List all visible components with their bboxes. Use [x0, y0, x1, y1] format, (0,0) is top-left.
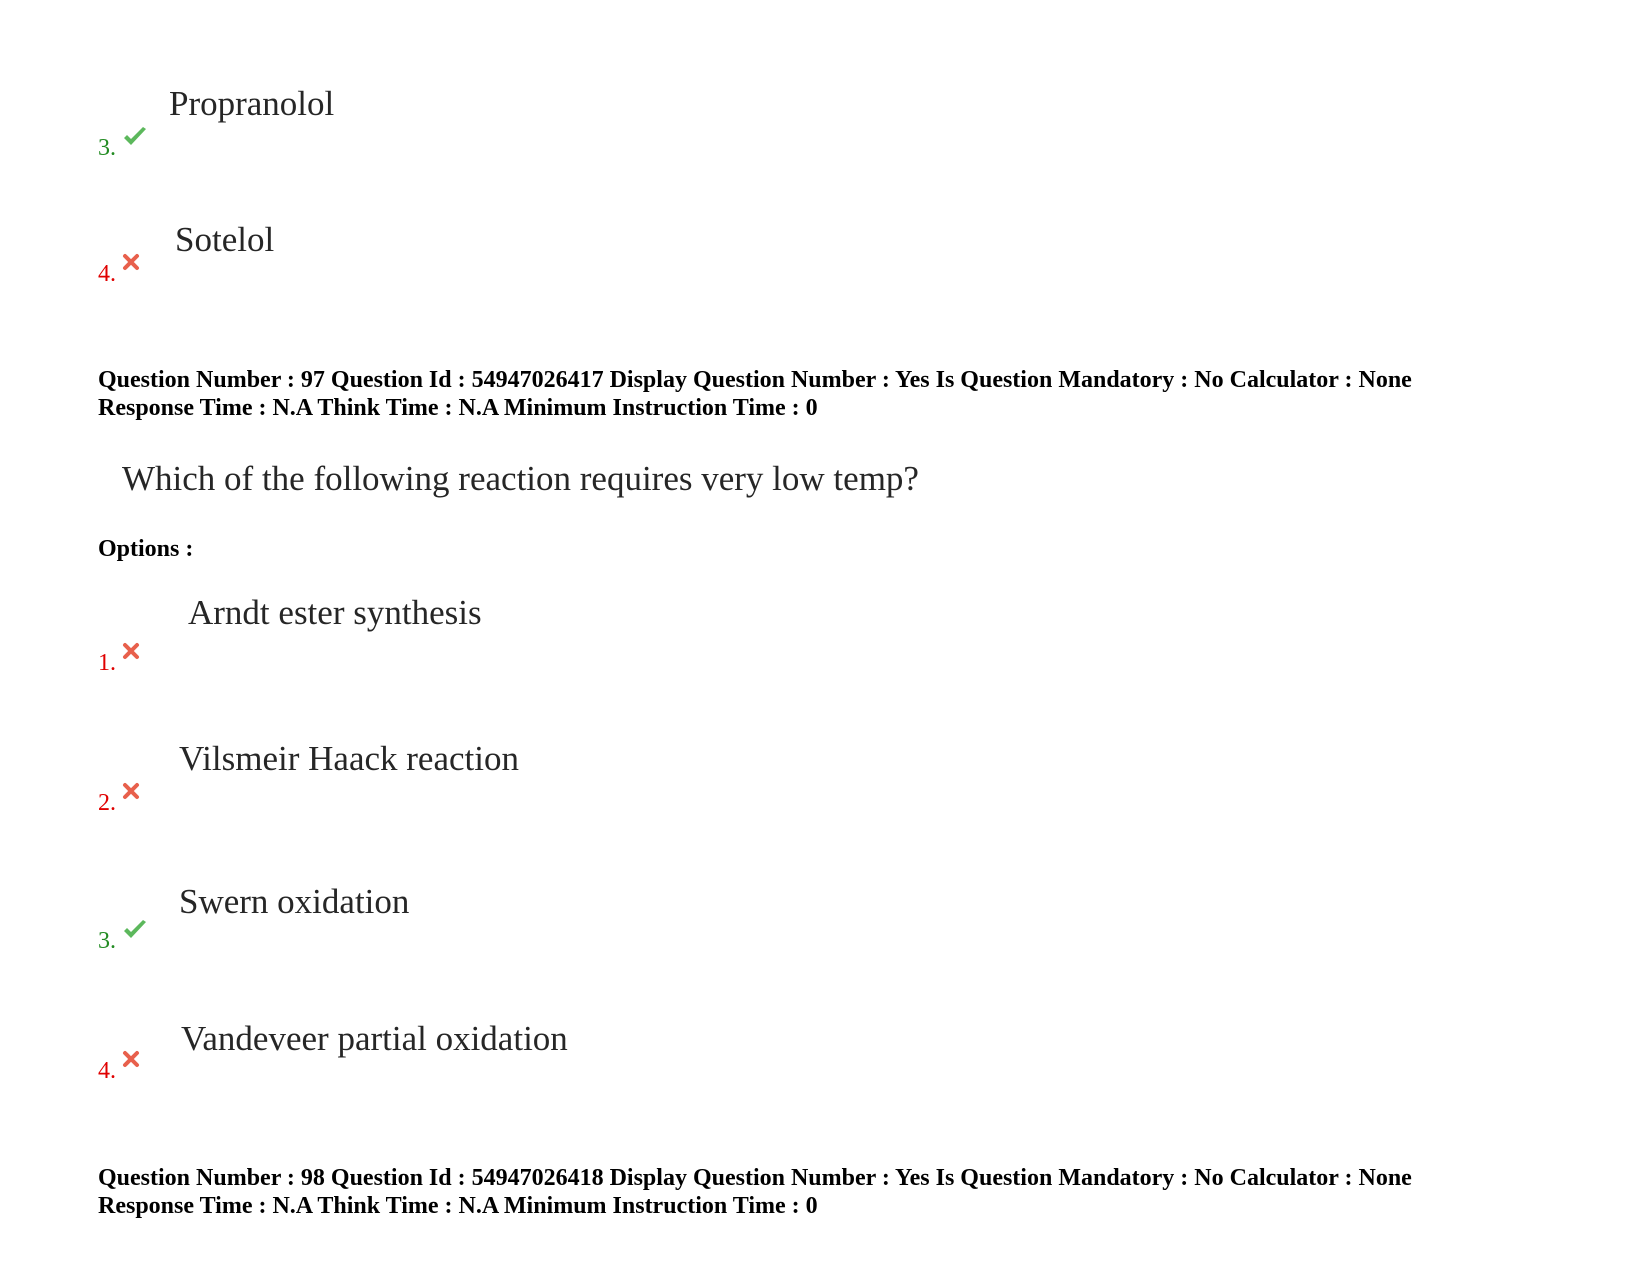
- option-marker: [98, 262, 140, 286]
- check-icon: [122, 126, 148, 153]
- option-text: Arndt ester synthesis: [188, 593, 482, 632]
- question-text: Which of the following reaction requires very low temp?: [122, 459, 919, 498]
- cross-icon: [122, 1049, 140, 1073]
- question-meta-line: Response Time : N.A Think Time : N.A Minimum Instruction Time : 0: [98, 395, 818, 421]
- option-text: Propranolol: [169, 84, 335, 123]
- option-number: 3.: [98, 135, 116, 161]
- options-label: Options :: [98, 536, 194, 562]
- option-text: Sotelol: [175, 220, 275, 259]
- option-number: 3.: [98, 928, 116, 954]
- question-meta-line: Question Number : 97 Question Id : 54947026417 Display Question Number : Yes Is Question Mandatory : No Calculator : None: [98, 367, 1412, 393]
- option-number: 1.: [98, 650, 116, 676]
- question-meta-line: Question Number : 98 Question Id : 54947026418 Display Question Number : Yes Is Question Mandatory : No Calculator : None: [98, 1165, 1412, 1191]
- cross-icon: [122, 641, 140, 665]
- option-marker: [98, 651, 140, 675]
- cross-icon: [122, 252, 140, 276]
- option-text: Vilsmeir Haack reaction: [179, 739, 519, 778]
- cross-icon: [122, 781, 140, 805]
- option-number: 4.: [98, 1058, 116, 1084]
- option-text: Swern oxidation: [179, 882, 410, 921]
- option-marker: [98, 929, 148, 953]
- option-number: 2.: [98, 790, 116, 816]
- option-marker: [98, 791, 140, 815]
- option-text: Vandeveer partial oxidation: [181, 1019, 568, 1058]
- option-number: 4.: [98, 261, 116, 287]
- option-marker: [98, 1059, 140, 1083]
- check-icon: [122, 919, 148, 946]
- question-meta-line: Response Time : N.A Think Time : N.A Minimum Instruction Time : 0: [98, 1193, 818, 1219]
- option-marker: [98, 136, 148, 160]
